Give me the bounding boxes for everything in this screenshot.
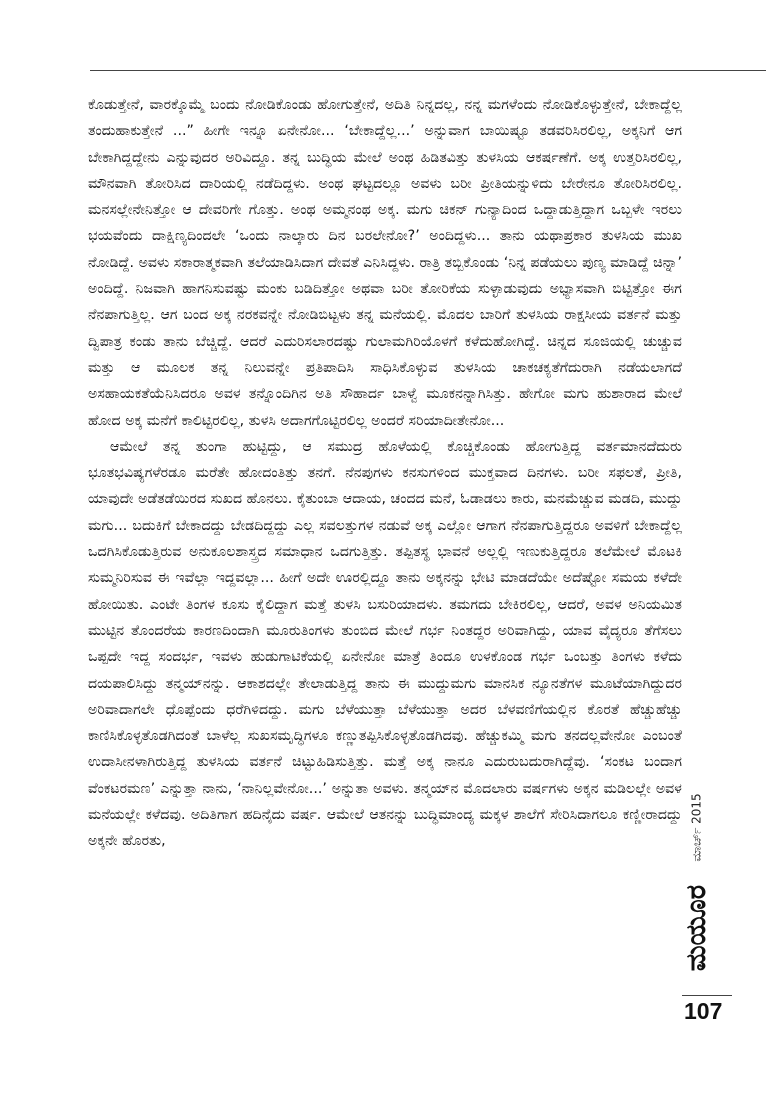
magazine-sidebar xyxy=(681,793,714,995)
issue-date: ಮಾರ್ಚ್ 2015 xyxy=(689,793,704,862)
page-number: 107 xyxy=(684,998,723,1024)
footer-divider xyxy=(682,995,732,996)
article-paragraph-1: ಕೊಡುತ್ತೇನೆ, ವಾರಕ್ಕೊಮ್ಮೆ ಬಂದು ನೋಡಿಕೊಂಡು ಹೋಗುತ್ತೇನೆ, ಅದಿತಿ ನಿನ್ನದಲ್ಲ, ನನ್ನ ಮಗಳೆಂದು ನೋಡಿಕೊಳ್ಳುತ್ತೇನೆ, ಬೇಕಾದ್ದೆಲ್ಲ ತಂದುಹಾಕುತ್ತೇನೆ ...” ಹೀಗೇ ಇನ್ನೂ ಏನೇನೋ... ‘ಬೇಕಾದ್ದೆಲ್ಲ...’ ಅನ್ನುವಾಗ ಬಾಯಿಷ್ಟೂ ತಡವರಿಸಿರಲಿಲ್ಲ, ಅಕ್ಕನಿಗೆ ಆಗ ಬೇಕಾಗಿದ್ದದ್ದೇನು ಎನ್ನುವುದರ ಅರಿವಿದ್ದೂ. ತನ್ನ ಬುದ್ಧಿಯ ಮೇಲೆ ಅಂಥ ಹಿಡಿತವಿತ್ತು ತುಳಸಿಯ ಆಕರ್ಷಣೆಗೆ. ಅಕ್ಕ ಉತ್ತರಿಸಿರಲಿಲ್ಲ, ಮೌನವಾಗಿ ತೋರಿಸಿದ ದಾರಿಯಲ್ಲಿ ನಡೆದಿದ್ದಳು. ಅಂಥ ಘಟ್ಟದಲ್ಲೂ ಅವಳು ಬರೀ ಪ್ರೀತಿಯನ್ನುಳಿದು ಬೇರೇನೂ ತೋರಿಸಿರಲಿಲ್ಲ. ಮನಸಲ್ಲೇನೇನಿತ್ತೋ ಆ ದೇವರಿಗೇ ಗೊತ್ತು. ಅಂಥ ಅಮ್ಮನಂಥ ಅಕ್ಕ. ಮಗು ಚಿಕನ್ ಗುನ್ಯಾದಿಂದ ಒದ್ದಾಡುತ್ತಿದ್ದಾಗ ಒಬ್ಬಳೇ ಇರಲು ಭಯವೆಂದು ದಾಕ್ಷಿಣ್ಯದಿಂದಲೇ ‘ಒಂದು ನಾಲ್ಕಾರು ದಿನ ಬರಲೇನೋ?’ ಅಂದಿದ್ದಳು... ತಾನು ಯಥಾಪ್ರಕಾರ ತುಳಸಿಯ ಮುಖ ನೋಡಿದ್ದೆ. ಅವಳು ಸಕಾರಾತ್ಮಕವಾಗಿ ತಲೆಯಾಡಿಸಿದಾಗ ದೇವತೆ ಎನಿಸಿದ್ದಳು. ರಾತ್ರಿ ತಬ್ಬಿಕೊಂಡು ‘ನಿನ್ನ ಪಡೆಯಲು ಪುಣ್ಯ ಮಾಡಿದ್ದೆ ಚಿನ್ನಾ’ ಅಂದಿದ್ದೆ. ನಿಜವಾಗಿ ಹಾಗನಿಸುವಷ್ಟು ಮಂಕು ಬಡಿದಿತ್ತೋ ಅಥವಾ ಬರೀ ತೋರಿಕೆಯ ಸುಳ್ಳಾಡುವುದು ಅಭ್ಯಾಸವಾಗಿ ಬಿಟ್ಟಿತ್ತೋ ಈಗ ನೆನಪಾಗುತ್ತಿಲ್ಲ. ಆಗ ಬಂದ ಅಕ್ಕ ನರಕವನ್ನೇ ನೋಡಿಬಿಟ್ಟಳು ತನ್ನ ಮನೆಯಲ್ಲಿ. ಮೊದಲ ಬಾರಿಗೆ ತುಳಸಿಯ ರಾಕ್ಷಸೀಯ ವರ್ತನೆ ಮತ್ತು ದ್ವಿಪಾತ್ರ ಕಂಡು ತಾನು ಬೆಚ್ಚಿದ್ದೆ. ಆದರೆ ಎದುರಿಸಲಾರದಷ್ಟು ಗುಲಾಮಗಿರಿಯೊಳಗೆ ಕಳೆದುಹೋಗಿದ್ದೆ. ಚಿನ್ನದ ಸೂಜಿಯಲ್ಲಿ ಚುಚ್ಚುವ ಮತ್ತು ಆ ಮೂಲಕ ತನ್ನ ನಿಲುವನ್ನೇ ಪ್ರತಿಪಾದಿಸಿ ಸಾಧಿಸಿಕೊಳ್ಳುವ ತುಳಸಿಯ ಚಾಕಚಕ್ಯತೆಗೆದುರಾಗಿ ನಡೆಯಲಾಗದೆ ಅಸಹಾಯಕತೆಯೆನಿಸಿದರೂ ಅವಳ ತನ್ನೊಂದಿಗಿನ ಅತಿ ಸೌಹಾರ್ದ ಬಾಳ್ವೆ ಮೂಕನನ್ನಾಗಿಸಿತ್ತು. ಹೇಗೋ ಮಗು ಹುಶಾರಾದ ಮೇಲೆ ಹೋದ ಅಕ್ಕ ಮನೆಗೆ ಕಾಲಿಟ್ಟಿರಲಿಲ್ಲ, ತುಳಸಿ ಅದಾಗಗೊಟ್ಟಿರಲಿಲ್ಲ ಅಂದರೆ ಸರಿಯಾದೀತೇನೋ... xyxy=(88,97,682,429)
article-paragraph-2: ಆಮೇಲೆ ತನ್ನ ತುಂಗಾ ಹುಟ್ಟಿದ್ದು, ಆ ಸಮುದ್ರ ಹೊಳೆಯಲ್ಲಿ ಕೊಚ್ಚಿಕೊಂಡು ಹೋಗುತ್ತಿದ್ದ ವರ್ತಮಾನದೆದುರು ಭೂತಭವಿಷ್ಯಗಳೆರಡೂ ಮರೆತೇ ಹೋದಂತಿತ್ತು ತನಗೆ. ನೆನಪುಗಳು ಕನಸುಗಳಿಂದ ಮುಕ್ತವಾದ ದಿನಗಳು. ಬರೀ ಸಫಲತೆ, ಪ್ರೀತಿ, ಯಾವುದೇ ಅಡೆತಡೆಯಿರದ ಸುಖದ ಹೊನಲು. ಕೈತುಂಬಾ ಆದಾಯ, ಚಂದದ ಮನೆ, ಓಡಾಡಲು ಕಾರು, ಮನಮೆಚ್ಚುವ ಮಡದಿ, ಮುದ್ದು ಮಗು... ಬದುಕಿಗೆ ಬೇಕಾದದ್ದು ಬೇಡದಿದ್ದದ್ದು ಎಲ್ಲ ಸವಲತ್ತುಗಳ ನಡುವೆ ಅಕ್ಕ ಎಲ್ಲೋ ಆಗಾಗ ನೆನಪಾಗುತ್ತಿದ್ದರೂ ಅವಳಿಗೆ ಬೇಕಾದ್ದೆಲ್ಲ ಒದಗಿಸಿಕೊಡುತ್ತಿರುವ ಅನುಕೂಲಶಾಸ್ತ್ರದ ಸಮಾಧಾನ ಒದಗುತ್ತಿತ್ತು. ತಪ್ಪಿತಸ್ಥ ಭಾವನೆ ಅಲ್ಲಲ್ಲಿ ಇಣುಕುತ್ತಿದ್ದರೂ ತಲೆಮೇಲೆ ಮೊಟಕಿ ಸುಮ್ಮನಿರಿಸುವ ಈ ಇವೆಲ್ಲಾ ಇದ್ದವಲ್ಲಾ... ಹೀಗೆ ಅದೇ ಊರಲ್ಲಿದ್ದೂ ತಾನು ಅಕ್ಕನನ್ನು ಭೇಟಿ ಮಾಡದೆಯೇ ಅದೆಷ್ಟೋ ಸಮಯ ಕಳೆದೇ ಹೋಯಿತು. ಎಂಟೇ ತಿಂಗಳ ಕೂಸು ಕೈಲಿದ್ದಾಗ ಮತ್ತೆ ತುಳಸಿ ಬಸುರಿಯಾದಳು. ತಮಗದು ಬೇಕಿರಲಿಲ್ಲ, ಆದರೆ, ಅವಳ ಅನಿಯಮಿತ ಮುಟ್ಟಿನ ತೊಂದರೆಯ ಕಾರಣದಿಂದಾಗಿ ಮೂರುತಿಂಗಳು ತುಂಬಿದ ಮೇಲೆ ಗರ್ಭ ನಿಂತದ್ದರ ಅರಿವಾಗಿದ್ದು, ಯಾವ ವೈದ್ಯರೂ ತೆಗೆಸಲು ಒಪ್ಪದೇ ಇದ್ದ ಸಂದರ್ಭ, ಇವಳು ಹುಡುಗಾಟಿಕೆಯಲ್ಲಿ ಏನೇನೋ ಮಾತ್ರೆ ತಿಂದೂ ಉಳಕೊಂಡ ಗರ್ಭ ಒಂಬತ್ತು ತಿಂಗಳು ಕಳೆದು ದಯಪಾಲಿಸಿದ್ದು ತನ್ಮಯ್‌ನನ್ನು. ಆಕಾಶದಲ್ಲೇ ತೇಲಾಡುತ್ತಿದ್ದ ತಾನು ಈ ಮುದ್ದುಮಗು ಮಾನಸಿಕ ನ್ಯೂನತೆಗಳ ಮೂಟೆಯಾಗಿದ್ದುದರ ಅರಿವಾದಾಗಲೇ ಧೊಪ್ಪೆಂದು ಧರೆಗಿಳಿದದ್ದು. ಮಗು ಬೆಳೆಯುತ್ತಾ ಬೆಳೆಯುತ್ತಾ ಅದರ ಬೆಳವಣಿಗೆಯಲ್ಲಿನ ಕೊರತೆ ಹೆಚ್ಚುಹೆಚ್ಚು ಕಾಣಿಸಿಕೊಳ್ಳತೊಡಗಿದಂತೆ ಬಾಳೆಲ್ಲ ಸುಖಸಮೃದ್ಧಿಗಳೂ ಕಣ್ಣುತಪ್ಪಿಸಿಕೊಳ್ಳತೊಡಗಿದವು. ಹೆಚ್ಚುಕಮ್ಮಿ ಮಗು ತನದಲ್ಲವೇನೋ ಎಂಬಂತೆ ಉದಾಸೀನಳಾಗಿರುತ್ತಿದ್ದ ತುಳಸಿಯ ವರ್ತನೆ ಚಿಟ್ಟುಹಿಡಿಸುತ್ತಿತ್ತು. ಮತ್ತೆ ಅಕ್ಕ ನಾನೂ ಎದುರುಬದುರಾಗಿದ್ದೆವು. ‘ಸಂಕಟ ಬಂದಾಗ ವೆಂಕಟರಮಣ’ ಎನ್ನುತ್ತಾ ನಾನು, ‘ನಾನಿಲ್ಲವೇನೋ...’ ಅನ್ನುತಾ ಅವಳು. ತನ್ಮಯ್‌ನ ಮೊದಲಾರು ವರ್ಷಗಳು ಅಕ್ಕನ ಮಡಿಲಲ್ಲೇ ಅವಳ ಮನೆಯಲ್ಲೇ ಕಳೆದವು. ಅದಿತಿಗಾಗ ಹದಿನೈದು ವರ್ಷ. ಆಮೇಲೆ ಆತನನ್ನು ಬುದ್ಧಿಮಾಂದ್ಯ ಮಕ್ಕಳ ಶಾಲೆಗೆ ಸೇರಿಸಿದಾಗಲೂ ಕಣ್ಣೀರಾದದ್ದು ಅಕ್ಕನೇ ಹೊರತು, xyxy=(88,438,682,850)
header-divider xyxy=(90,70,766,71)
magazine-logo: ಮಯೂರ xyxy=(681,884,712,972)
article-body xyxy=(88,92,682,855)
